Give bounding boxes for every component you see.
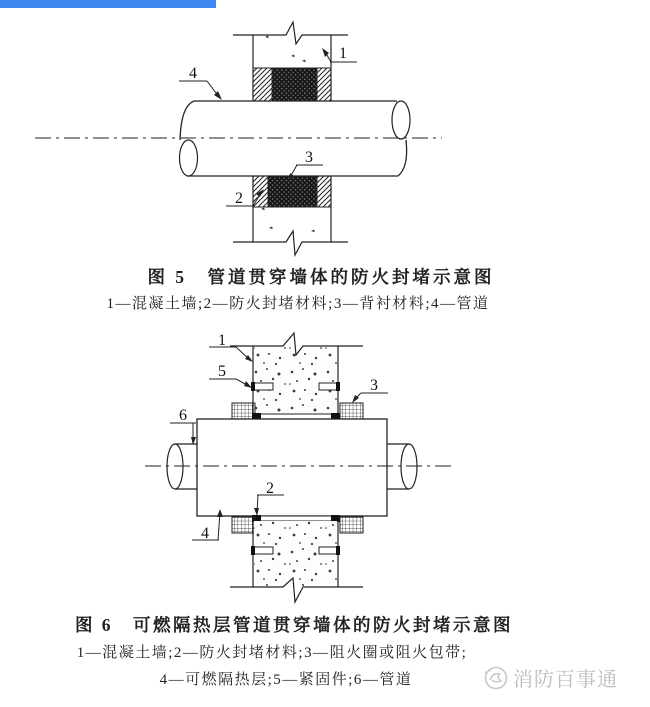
fig6-insulation-layer bbox=[197, 419, 387, 516]
fig6-label-wall bbox=[209, 332, 253, 362]
fig5-pipe-right-end-ellipse bbox=[392, 101, 410, 139]
figure5-title: 图 5 管道贯穿墙体的防火封堵示意图 bbox=[147, 267, 495, 287]
fig6-label-fastener bbox=[209, 363, 252, 388]
figure6-legend-line1: 1—混凝土墙;2—防火封堵材料;3—阻火圈或阻火包带; bbox=[76, 645, 468, 661]
figure5-legend: 1—混凝土墙;2—防火封堵材料;3—背衬材料;4—管道 bbox=[106, 296, 490, 312]
svg-text:3: 3 bbox=[305, 149, 313, 166]
watermark bbox=[482, 663, 618, 692]
svg-text:3: 3 bbox=[370, 377, 378, 394]
figure6-title: 图 6 可燃隔热层管道贯穿墙体的防火封堵示意图 bbox=[74, 615, 514, 635]
svg-text:4: 4 bbox=[201, 525, 209, 542]
figure6-legend-line2: 4—可燃隔热层;5—紧固件;6—管道 bbox=[159, 672, 413, 688]
svg-text:6: 6 bbox=[179, 407, 187, 424]
watermark-text: 消防百事通 bbox=[513, 669, 618, 691]
svg-text:5: 5 bbox=[218, 363, 226, 380]
svg-text:1: 1 bbox=[339, 45, 347, 62]
svg-text:4: 4 bbox=[189, 65, 197, 82]
svg-text:1: 1 bbox=[218, 332, 226, 349]
fig5-fire-seal-block-top bbox=[253, 68, 331, 101]
figure5-diagram bbox=[0, 0, 650, 262]
figure6-diagram bbox=[0, 330, 650, 610]
fig5-label-wall bbox=[322, 45, 357, 62]
watermark-logo-icon bbox=[482, 664, 509, 691]
fig5-fire-seal-block-bottom bbox=[253, 176, 331, 207]
fig6-label-pipe bbox=[170, 407, 196, 445]
fig5-pipe-left-end-ellipse bbox=[180, 140, 198, 176]
fig6-label-collar bbox=[352, 377, 388, 403]
svg-text:2: 2 bbox=[235, 190, 243, 207]
fig6-seal-strip-bottom bbox=[252, 515, 340, 522]
fig5-label-pipe bbox=[179, 65, 222, 100]
svg-text:2: 2 bbox=[266, 480, 274, 497]
